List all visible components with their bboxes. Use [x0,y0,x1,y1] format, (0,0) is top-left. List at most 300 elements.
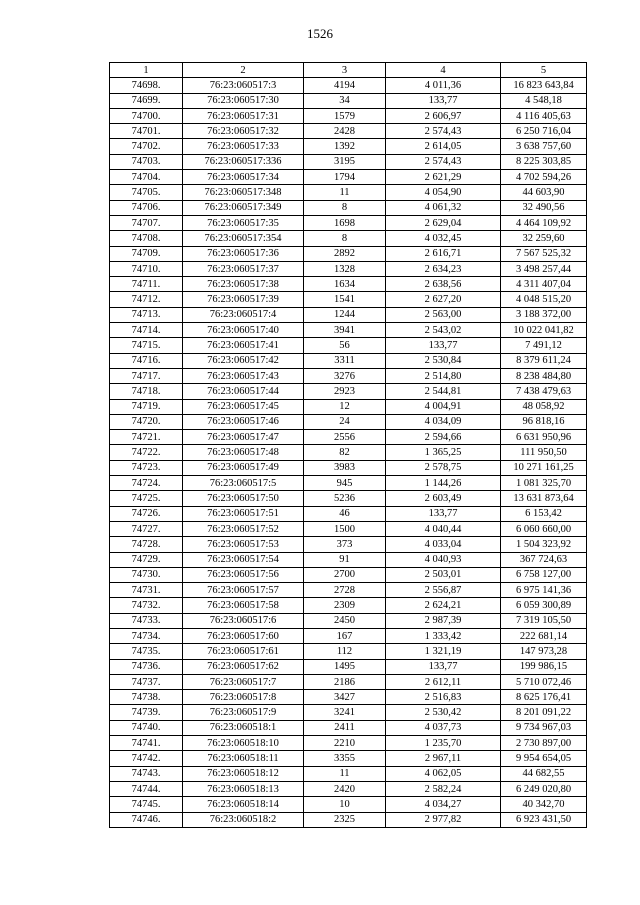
table-row [110,797,587,812]
specific-value-cell: 2 614,05 [386,139,501,154]
cadastral-value-cell: 367 724,63 [501,552,587,567]
area-cell: 1698 [304,215,386,230]
row-number-cell: 74742. [110,751,183,766]
cadastral-value-cell: 9 734 967,03 [501,720,587,735]
table-row [110,705,587,720]
row-number-cell: 74743. [110,766,183,781]
table-row [110,812,587,827]
row-number-cell: 74705. [110,185,183,200]
table-row [110,185,587,200]
cadastral-value-cell: 10 271 161,25 [501,460,587,475]
table-row [110,170,587,185]
cadastral-value-cell: 44 603,90 [501,185,587,200]
cadastral-value-cell: 111 950,50 [501,445,587,460]
row-number-cell: 74746. [110,812,183,827]
table-row [110,598,587,613]
area-cell: 2186 [304,674,386,689]
cadastral-value-cell: 10 022 041,82 [501,323,587,338]
cadastral-number-cell: 76:23:060517:40 [183,323,304,338]
area-cell: 2450 [304,613,386,628]
specific-value-cell: 4 061,32 [386,200,501,215]
area-cell: 1634 [304,277,386,292]
specific-value-cell: 1 333,42 [386,628,501,643]
cadastral-number-cell: 76:23:060517:7 [183,674,304,689]
column-header-4: 4 [386,63,501,78]
table-row [110,720,587,735]
row-number-cell: 74713. [110,307,183,322]
table-row [110,430,587,445]
table-row [110,338,587,353]
specific-value-cell: 4 033,04 [386,537,501,552]
row-number-cell: 74707. [110,215,183,230]
specific-value-cell: 133,77 [386,506,501,521]
row-number-cell: 74720. [110,414,183,429]
table-row [110,567,587,582]
row-number-cell: 74706. [110,200,183,215]
table-row [110,154,587,169]
cadastral-value-cell: 4 048 515,20 [501,292,587,307]
cadastral-number-cell: 76:23:060517:4 [183,307,304,322]
table-row [110,766,587,781]
row-number-cell: 74727. [110,521,183,536]
row-number-cell: 74715. [110,338,183,353]
area-cell: 10 [304,797,386,812]
cadastral-number-cell: 76:23:060517:8 [183,690,304,705]
row-number-cell: 74717. [110,368,183,383]
cadastral-value-cell: 4 464 109,92 [501,215,587,230]
cadastral-value-cell: 147 973,28 [501,644,587,659]
cadastral-number-cell: 76:23:060517:32 [183,124,304,139]
area-cell: 56 [304,338,386,353]
specific-value-cell: 2 516,83 [386,690,501,705]
table-row [110,491,587,506]
table-row [110,93,587,108]
area-cell: 11 [304,766,386,781]
cadastral-value-cell: 199 986,15 [501,659,587,674]
table-row [110,124,587,139]
specific-value-cell: 2 638,56 [386,277,501,292]
specific-value-cell: 2 556,87 [386,583,501,598]
area-cell: 5236 [304,491,386,506]
table-row [110,414,587,429]
area-cell: 1392 [304,139,386,154]
cadastral-value-table [109,62,587,828]
area-cell: 46 [304,506,386,521]
area-cell: 2700 [304,567,386,582]
cadastral-value-cell: 7 319 105,50 [501,613,587,628]
area-cell: 3427 [304,690,386,705]
table-row [110,261,587,276]
table-body [110,78,587,828]
cadastral-value-cell: 96 818,16 [501,414,587,429]
table-row [110,460,587,475]
cadastral-value-cell: 48 058,92 [501,399,587,414]
specific-value-cell: 2 514,80 [386,368,501,383]
area-cell: 12 [304,399,386,414]
cadastral-value-cell: 9 954 654,05 [501,751,587,766]
area-cell: 2309 [304,598,386,613]
area-cell: 3276 [304,368,386,383]
row-number-cell: 74718. [110,384,183,399]
specific-value-cell: 2 530,84 [386,353,501,368]
specific-value-cell: 2 530,42 [386,705,501,720]
specific-value-cell: 4 054,90 [386,185,501,200]
row-number-cell: 74711. [110,277,183,292]
table-row [110,521,587,536]
row-number-cell: 74714. [110,323,183,338]
cadastral-number-cell: 76:23:060517:9 [183,705,304,720]
specific-value-cell: 4 004,91 [386,399,501,414]
cadastral-number-cell: 76:23:060517:49 [183,460,304,475]
cadastral-value-cell: 4 548,18 [501,93,587,108]
specific-value-cell: 4 034,09 [386,414,501,429]
specific-value-cell: 2 582,24 [386,781,501,796]
cadastral-value-cell: 1 504 323,92 [501,537,587,552]
cadastral-number-cell: 76:23:060517:58 [183,598,304,613]
cadastral-number-cell: 76:23:060517:52 [183,521,304,536]
table-row [110,200,587,215]
row-number-cell: 74709. [110,246,183,261]
cadastral-value-cell: 1 081 325,70 [501,476,587,491]
cadastral-value-cell: 7 567 525,32 [501,246,587,261]
cadastral-number-cell: 76:23:060517:38 [183,277,304,292]
cadastral-number-cell: 76:23:060517:31 [183,108,304,123]
cadastral-value-cell: 7 491,12 [501,338,587,353]
specific-value-cell: 1 235,70 [386,736,501,751]
area-cell: 2923 [304,384,386,399]
specific-value-cell: 2 578,75 [386,460,501,475]
table-row [110,384,587,399]
specific-value-cell: 2 967,11 [386,751,501,766]
cadastral-number-cell: 76:23:060517:62 [183,659,304,674]
row-number-cell: 74708. [110,231,183,246]
specific-value-cell: 2 987,39 [386,613,501,628]
row-number-cell: 74732. [110,598,183,613]
table-row [110,613,587,628]
row-number-cell: 74722. [110,445,183,460]
cadastral-value-cell: 6 060 660,00 [501,521,587,536]
row-number-cell: 74703. [110,154,183,169]
specific-value-cell: 4 034,27 [386,797,501,812]
row-number-cell: 74726. [110,506,183,521]
cadastral-number-cell: 76:23:060517:43 [183,368,304,383]
specific-value-cell: 2 624,21 [386,598,501,613]
header-row [110,63,587,78]
specific-value-cell: 133,77 [386,93,501,108]
cadastral-number-cell: 76:23:060517:42 [183,353,304,368]
row-number-cell: 74731. [110,583,183,598]
area-cell: 2728 [304,583,386,598]
area-cell: 2556 [304,430,386,445]
row-number-cell: 74712. [110,292,183,307]
cadastral-number-cell: 76:23:060517:41 [183,338,304,353]
cadastral-value-cell: 44 682,55 [501,766,587,781]
cadastral-number-cell: 76:23:060517:35 [183,215,304,230]
table-row [110,674,587,689]
specific-value-cell: 2 603,49 [386,491,501,506]
cadastral-value-cell: 8 625 176,41 [501,690,587,705]
specific-value-cell: 4 032,45 [386,231,501,246]
cadastral-value-cell: 4 702 594,26 [501,170,587,185]
table-row [110,659,587,674]
area-cell: 2325 [304,812,386,827]
cadastral-number-cell: 76:23:060517:36 [183,246,304,261]
area-cell: 82 [304,445,386,460]
cadastral-number-cell: 76:23:060517:60 [183,628,304,643]
specific-value-cell: 2 616,71 [386,246,501,261]
cadastral-value-cell: 5 710 072,46 [501,674,587,689]
column-header-3: 3 [304,63,386,78]
area-cell: 34 [304,93,386,108]
cadastral-value-cell: 6 153,42 [501,506,587,521]
cadastral-number-cell: 76:23:060518:11 [183,751,304,766]
row-number-cell: 74724. [110,476,183,491]
cadastral-number-cell: 76:23:060517:61 [183,644,304,659]
table-row [110,292,587,307]
table-row [110,399,587,414]
cadastral-value-cell: 6 249 020,80 [501,781,587,796]
area-cell: 24 [304,414,386,429]
column-header-5: 5 [501,63,587,78]
area-cell: 373 [304,537,386,552]
table-row [110,583,587,598]
table-row [110,323,587,338]
row-number-cell: 74725. [110,491,183,506]
area-cell: 2420 [304,781,386,796]
table-row [110,552,587,567]
cadastral-number-cell: 76:23:060517:44 [183,384,304,399]
cadastral-value-cell: 8 201 091,22 [501,705,587,720]
specific-value-cell: 1 321,19 [386,644,501,659]
cadastral-value-cell: 6 923 431,50 [501,812,587,827]
cadastral-number-cell: 76:23:060517:46 [183,414,304,429]
row-number-cell: 74699. [110,93,183,108]
row-number-cell: 74736. [110,659,183,674]
cadastral-number-cell: 76:23:060518:10 [183,736,304,751]
cadastral-value-cell: 3 498 257,44 [501,261,587,276]
table-row [110,78,587,93]
area-cell: 8 [304,200,386,215]
specific-value-cell: 4 062,05 [386,766,501,781]
cadastral-number-cell: 76:23:060518:13 [183,781,304,796]
cadastral-value-cell: 3 188 372,00 [501,307,587,322]
specific-value-cell: 2 574,43 [386,154,501,169]
table-row [110,690,587,705]
row-number-cell: 74734. [110,628,183,643]
specific-value-cell: 2 594,66 [386,430,501,445]
specific-value-cell: 2 544,81 [386,384,501,399]
cadastral-number-cell: 76:23:060517:56 [183,567,304,582]
cadastral-number-cell: 76:23:060517:54 [183,552,304,567]
row-number-cell: 74698. [110,78,183,93]
table-row [110,353,587,368]
area-cell: 8 [304,231,386,246]
cadastral-number-cell: 76:23:060517:354 [183,231,304,246]
specific-value-cell: 1 144,26 [386,476,501,491]
table-row [110,108,587,123]
cadastral-number-cell: 76:23:060518:1 [183,720,304,735]
area-cell: 1794 [304,170,386,185]
table-row [110,476,587,491]
cadastral-value-cell: 3 638 757,60 [501,139,587,154]
cadastral-number-cell: 76:23:060517:30 [183,93,304,108]
cadastral-value-cell: 8 225 303,85 [501,154,587,169]
area-cell: 1500 [304,521,386,536]
cadastral-value-cell: 32 259,60 [501,231,587,246]
row-number-cell: 74729. [110,552,183,567]
cadastral-number-cell: 76:23:060517:39 [183,292,304,307]
row-number-cell: 74738. [110,690,183,705]
cadastral-value-cell: 8 379 611,24 [501,353,587,368]
cadastral-value-cell: 13 631 873,64 [501,491,587,506]
specific-value-cell: 4 040,44 [386,521,501,536]
specific-value-cell: 2 621,29 [386,170,501,185]
cadastral-value-cell: 32 490,56 [501,200,587,215]
row-number-cell: 74704. [110,170,183,185]
area-cell: 112 [304,644,386,659]
table-row [110,139,587,154]
cadastral-value-cell: 6 758 127,00 [501,567,587,582]
table-row [110,781,587,796]
table-row [110,215,587,230]
table-row [110,736,587,751]
table-row [110,231,587,246]
specific-value-cell: 2 563,00 [386,307,501,322]
row-number-cell: 74735. [110,644,183,659]
cadastral-value-cell: 8 238 484,80 [501,368,587,383]
row-number-cell: 74739. [110,705,183,720]
cadastral-number-cell: 76:23:060517:57 [183,583,304,598]
specific-value-cell: 2 574,43 [386,124,501,139]
cadastral-number-cell: 76:23:060517:34 [183,170,304,185]
row-number-cell: 74728. [110,537,183,552]
table-row [110,307,587,322]
cadastral-value-cell: 6 059 300,89 [501,598,587,613]
specific-value-cell: 1 365,25 [386,445,501,460]
cadastral-value-cell: 4 311 407,04 [501,277,587,292]
cadastral-number-cell: 76:23:060517:6 [183,613,304,628]
specific-value-cell: 4 040,93 [386,552,501,567]
specific-value-cell: 4 011,36 [386,78,501,93]
area-cell: 1328 [304,261,386,276]
table-row [110,628,587,643]
cadastral-value-cell: 4 116 405,63 [501,108,587,123]
area-cell: 3941 [304,323,386,338]
area-cell: 1244 [304,307,386,322]
area-cell: 4194 [304,78,386,93]
cadastral-number-cell: 76:23:060517:53 [183,537,304,552]
cadastral-value-cell: 6 250 716,04 [501,124,587,139]
cadastral-number-cell: 76:23:060518:14 [183,797,304,812]
cadastral-number-cell: 76:23:060517:3 [183,78,304,93]
area-cell: 167 [304,628,386,643]
cadastral-value-cell: 7 438 479,63 [501,384,587,399]
column-header-2: 2 [183,63,304,78]
specific-value-cell: 2 606,97 [386,108,501,123]
area-cell: 3311 [304,353,386,368]
column-header-1: 1 [110,63,183,78]
table-row [110,445,587,460]
area-cell: 2210 [304,736,386,751]
area-cell: 1579 [304,108,386,123]
area-cell: 3355 [304,751,386,766]
specific-value-cell: 133,77 [386,338,501,353]
specific-value-cell: 2 629,04 [386,215,501,230]
table-row [110,751,587,766]
page-number: 1526 [307,26,333,41]
row-number-cell: 74700. [110,108,183,123]
area-cell: 3241 [304,705,386,720]
table-row [110,537,587,552]
cadastral-number-cell: 76:23:060518:12 [183,766,304,781]
specific-value-cell: 2 634,23 [386,261,501,276]
row-number-cell: 74702. [110,139,183,154]
area-cell: 2428 [304,124,386,139]
specific-value-cell: 2 503,01 [386,567,501,582]
area-cell: 11 [304,185,386,200]
cadastral-value-cell: 6 631 950,96 [501,430,587,445]
specific-value-cell: 2 977,82 [386,812,501,827]
cadastral-value-cell: 16 823 643,84 [501,78,587,93]
cadastral-number-cell: 76:23:060517:45 [183,399,304,414]
table-row [110,277,587,292]
cadastral-number-cell: 76:23:060518:2 [183,812,304,827]
row-number-cell: 74737. [110,674,183,689]
cadastral-number-cell: 76:23:060517:48 [183,445,304,460]
table-row [110,644,587,659]
specific-value-cell: 2 627,20 [386,292,501,307]
cadastral-number-cell: 76:23:060517:37 [183,261,304,276]
table-row [110,246,587,261]
row-number-cell: 74710. [110,261,183,276]
cadastral-value-cell: 222 681,14 [501,628,587,643]
area-cell: 91 [304,552,386,567]
area-cell: 1541 [304,292,386,307]
row-number-cell: 74721. [110,430,183,445]
cadastral-number-cell: 76:23:060517:47 [183,430,304,445]
table-row [110,368,587,383]
row-number-cell: 74719. [110,399,183,414]
row-number-cell: 74733. [110,613,183,628]
cadastral-value-cell: 40 342,70 [501,797,587,812]
area-cell: 3983 [304,460,386,475]
area-cell: 1495 [304,659,386,674]
row-number-cell: 74730. [110,567,183,582]
row-number-cell: 74744. [110,781,183,796]
cadastral-number-cell: 76:23:060517:336 [183,154,304,169]
area-cell: 2892 [304,246,386,261]
area-cell: 945 [304,476,386,491]
row-number-cell: 74745. [110,797,183,812]
area-cell: 3195 [304,154,386,169]
cadastral-number-cell: 76:23:060517:50 [183,491,304,506]
cadastral-number-cell: 76:23:060517:33 [183,139,304,154]
row-number-cell: 74723. [110,460,183,475]
specific-value-cell: 2 612,11 [386,674,501,689]
area-cell: 2411 [304,720,386,735]
row-number-cell: 74701. [110,124,183,139]
cadastral-number-cell: 76:23:060517:51 [183,506,304,521]
specific-value-cell: 4 037,73 [386,720,501,735]
cadastral-number-cell: 76:23:060517:349 [183,200,304,215]
row-number-cell: 74740. [110,720,183,735]
cadastral-value-cell: 2 730 897,00 [501,736,587,751]
row-number-cell: 74716. [110,353,183,368]
table-row [110,506,587,521]
specific-value-cell: 133,77 [386,659,501,674]
specific-value-cell: 2 543,02 [386,323,501,338]
cadastral-number-cell: 76:23:060517:5 [183,476,304,491]
